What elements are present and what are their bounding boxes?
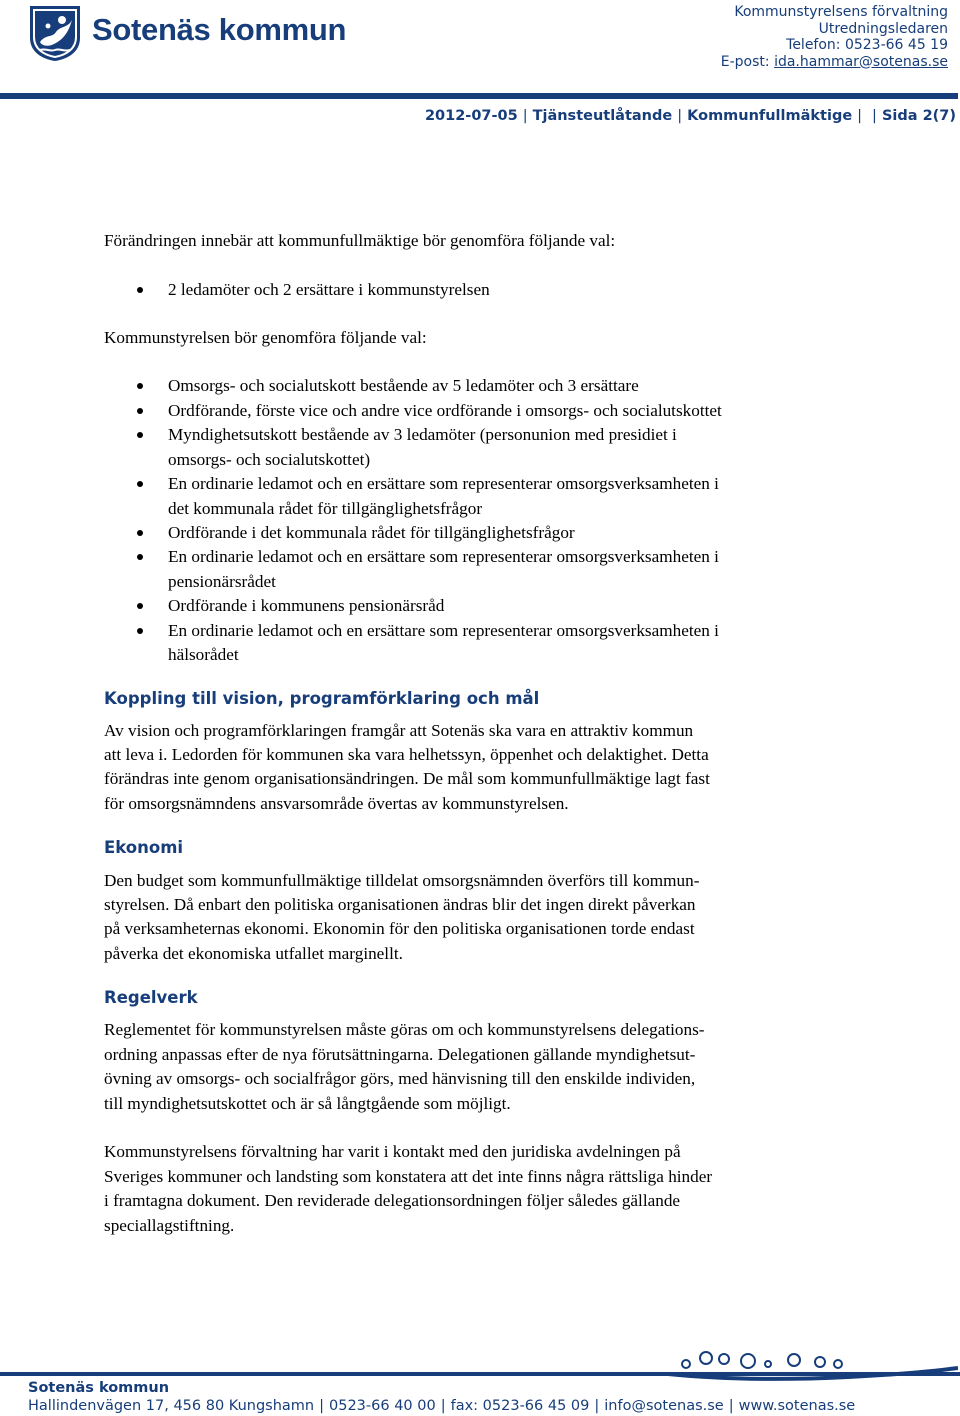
bubble-dots-icon bbox=[668, 1350, 958, 1390]
footer-address: Hallindenvägen 17, 456 80 Kungshamn bbox=[28, 1398, 315, 1414]
board-item-line: En ordinarie ledamot och en ersättare som representerar omsorgsverksamheten i bbox=[168, 547, 719, 566]
board-item-line: En ordinarie ledamot och en ersättare som representerar omsorgsverksamheten i bbox=[168, 621, 719, 640]
section-line: till myndighetsutskottet och är så långtgående som möjligt. bbox=[104, 1094, 511, 1113]
meta-separator: | bbox=[677, 108, 683, 124]
department-text: Kommunstyrelsens förvaltning bbox=[734, 4, 948, 20]
header-rule bbox=[0, 93, 958, 99]
section-line: på verksamheternas ekonomi. Ekonomin för den politiska organisationen torde endast bbox=[104, 919, 695, 938]
section-line: styrelsen. Då enbart den politiska organisationen ändras blir det ingen direkt påverkan bbox=[104, 895, 696, 914]
intro-board: Kommunstyrelsen bör genomföra följande val: bbox=[104, 328, 427, 347]
board-item: Ordförande i det kommunala rådet för tillgänglighetsfrågor bbox=[168, 523, 575, 542]
intro-council: Förändringen innebär att kommunfullmäktige bör genomföra följande val: bbox=[104, 231, 616, 250]
bullet-icon bbox=[137, 287, 143, 293]
doc-date: 2012-07-05 bbox=[424, 108, 518, 124]
footer-email[interactable]: info@sotenas.se bbox=[604, 1398, 724, 1414]
section-line: övning av omsorgs- och socialfrågor görs, med hänvisning till den enskilde individen, bbox=[104, 1069, 696, 1088]
email-label: E-post: bbox=[720, 53, 770, 70]
section-line: att leva i. Ledorden för kommunen ska vara helhetssyn, öppenhet och delaktighet. Detta bbox=[104, 745, 709, 764]
board-item-line: pensionärsrådet bbox=[168, 572, 276, 591]
meta-separator: | bbox=[857, 108, 863, 124]
footer-org-name: Sotenäs kommun bbox=[28, 1380, 170, 1396]
section-line: Den budget som kommunfullmäktige tilldelat omsorgsnämnden överförs till kommun- bbox=[104, 871, 700, 890]
bullet-icon bbox=[137, 383, 143, 389]
board-item-line: det kommunala rådet för tillgänglighetsfrågor bbox=[168, 499, 483, 518]
footer-separator: | bbox=[594, 1398, 600, 1414]
council-item: 2 ledamöter och 2 ersättare i kommunstyrelsen bbox=[168, 280, 490, 299]
email-line bbox=[721, 54, 948, 71]
contact-block bbox=[721, 4, 948, 70]
page-number: Sida 2(7) bbox=[881, 108, 956, 124]
bullet-icon bbox=[137, 432, 143, 438]
section-line: ordning anpassas efter de nya förutsättningarna. Delegationen gällande myndighetsut- bbox=[104, 1045, 696, 1064]
section-heading: Ekonomi bbox=[104, 838, 184, 857]
section-heading: Koppling till vision, programförklaring och mål bbox=[104, 689, 540, 708]
footer-separator: | bbox=[319, 1398, 324, 1414]
board-item-line: En ordinarie ledamot och en ersättare som representerar omsorgsverksamheten i bbox=[168, 474, 719, 493]
section-line: förändras inte genom organisationsändringen. De mål som kommunfullmäktige lagt fast bbox=[104, 769, 710, 788]
bullet-icon bbox=[137, 408, 143, 414]
meta-separator: | bbox=[522, 108, 528, 124]
footer-rule bbox=[0, 1372, 960, 1376]
footer-contact-line bbox=[28, 1398, 855, 1414]
phone-text: Telefon: 0523-66 45 19 bbox=[786, 37, 948, 53]
meta-separator: | bbox=[872, 108, 877, 124]
section-line: påverka det ekonomiska utfallet marginellt. bbox=[104, 944, 403, 963]
bullet-icon bbox=[137, 554, 143, 560]
board-item-line: Myndighetsutskott bestående av 3 ledamöter (personunion med presidiet i bbox=[168, 425, 677, 444]
section-line: Av vision och programförklaringen framgår att Sotenäs ska vara en attraktiv kommun bbox=[104, 721, 694, 740]
board-item: Ordförande i kommunens pensionärsråd bbox=[168, 596, 445, 615]
doc-type: Tjänsteutlåtande bbox=[532, 108, 673, 124]
board-item: Omsorgs- och socialutskott bestående av 5 ledamöter och 3 ersättare bbox=[168, 376, 639, 395]
bullet-icon bbox=[137, 603, 143, 609]
section-line: för omsorgsnämndens ansvarsområde övertas av kommunstyrelsen. bbox=[104, 794, 569, 813]
bullet-icon bbox=[137, 530, 143, 536]
footer-phone: 0523-66 40 00 bbox=[329, 1398, 436, 1414]
section-heading: Regelverk bbox=[104, 988, 198, 1007]
closing-line: speciallagstiftning. bbox=[104, 1216, 235, 1235]
role-text: Utredningsledaren bbox=[818, 20, 948, 37]
doc-recipient: Kommunfullmäktige bbox=[687, 108, 853, 124]
board-item-line: hälsorådet bbox=[168, 645, 239, 664]
board-item: Ordförande, förste vice och andre vice ordförande i omsorgs- och socialutskottet bbox=[168, 401, 722, 420]
org-logo-text: Sotenäs kommun bbox=[92, 12, 347, 47]
board-item-line: omsorgs- och socialutskottet) bbox=[168, 450, 371, 469]
bullet-icon bbox=[137, 628, 143, 634]
sotenas-shield-logo-icon bbox=[28, 4, 82, 62]
closing-line: Sveriges kommuner och landsting som konstatera att det inte finns några rättsliga hinder bbox=[104, 1167, 713, 1186]
closing-line: i framtagna dokument. Den reviderade delegationsordningen följer således gällande bbox=[104, 1191, 681, 1210]
footer-separator: | bbox=[440, 1398, 446, 1414]
footer-separator: | bbox=[728, 1398, 734, 1414]
bullet-icon bbox=[137, 481, 143, 487]
email-link[interactable]: ida.hammar@sotenas.se bbox=[774, 53, 948, 70]
footer-website[interactable]: www.sotenas.se bbox=[738, 1398, 856, 1414]
closing-line: Kommunstyrelsens förvaltning har varit i kontakt med den juridiska avdelningen på bbox=[104, 1142, 681, 1161]
section-line: Reglementet för kommunstyrelsen måste göras om och kommunstyrelsens delegations- bbox=[104, 1020, 705, 1039]
footer-fax: fax: 0523-66 45 09 bbox=[450, 1398, 590, 1414]
document-meta-line bbox=[425, 108, 956, 124]
